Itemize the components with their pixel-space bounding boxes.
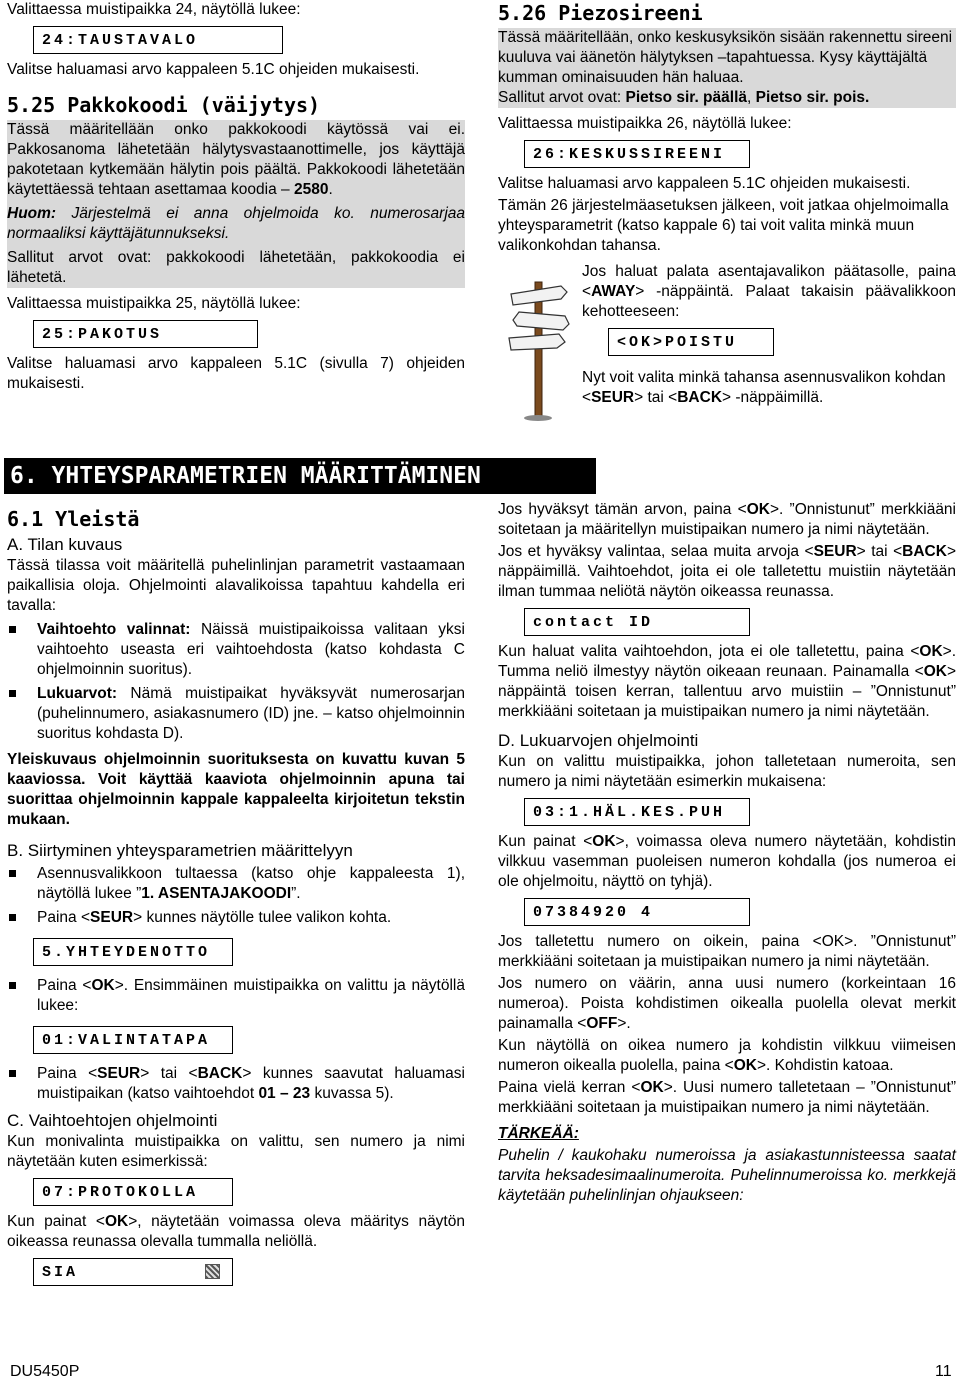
tip-select: Nyt voit valita minkä tahansa asennusvalikon kohdan <SEUR> tai <BACK> -näppäimillä. xyxy=(582,369,946,406)
overview-paragraph: Yleiskuvaus ohjelmoinnin suorituksesta on kuvattu kuvan 5 kaaviossa. Voit käyttää kaaviota ohjelmoinnin apuna tai suorittaa ohjelmoinnin kappale kappaleelta kirjoitetun tekstin mukaan. xyxy=(7,751,465,828)
left-top-column xyxy=(7,0,465,396)
list-item: Paina <SEUR> tai <BACK> kunnes saavutat haluamasi muistipaikan (katso vaihtoehdot 01 – 23 kuvassa 5). xyxy=(7,1064,465,1104)
footer-doc-id: DU5450P xyxy=(10,1363,80,1380)
paragraph-26: Valitse haluamasi arvo kappaleen 5.1C ohjeiden mukaisesti. xyxy=(498,175,911,192)
select-paragraph: Kun haluat valita vaihtoehdon, jota ei ole talletettu, paina <OK>. Tumma neliö ilmestyy näytön oikeaan reunaan. Painamalla <OK> näppäintä toisen kerran, tallentuu arvo muistiin – ”Onnistunut” merkkiääni soitetaan ja muistipaikan numero ja nimi näytetään. xyxy=(498,643,956,720)
list-item: Vaihtoehto valinnat: Näissä muistipaikoissa valitaan yksi vaihtoehto useasta eri vaihtoehdosta (katso kohdasta C ohjelmoinnin suoritus). xyxy=(7,620,465,680)
important-label: TÄRKEÄÄ: xyxy=(498,1125,579,1142)
list-item: Lukuarvot: Nämä muistipaikat hyväksyvät numerosarjan (puhelinnumero, asiakasnumero (ID) jne. – katso ohjelmoinnin suoritus kohdasta D). xyxy=(7,684,465,744)
signpost-illustration xyxy=(505,272,575,422)
option-types-list xyxy=(7,620,465,744)
intro-24: Valittaessa muistipaikka 24, näytöllä lukee: xyxy=(7,1,301,18)
lcd-display-number: 07384920 4 xyxy=(524,898,750,926)
section-5-25-desc: Tässä määritellään onko pakkokoodi käytössä vai ei. Pakkosanoma lähetetään hälytysvastaanottimelle, jos käyttäjä pakotetaan kytkemään hälytin pois päältä. Pakkokoodi lähetetään käytettäessä tehtaan asettamaa koodia – 2580. xyxy=(7,121,465,198)
section-5-25-note: Huom: Järjestelmä ei anna ohjelmoida ko. numerosarjaa normaaliksi käyttäjätunnukseksi. xyxy=(7,205,465,242)
section-5-25-allowed: Sallitut arvot ovat: pakkokoodi lähetetään, pakkokoodia ei lähetetä. xyxy=(7,249,465,286)
intro-26: Valittaessa muistipaikka 26, näytöllä lukee: xyxy=(498,115,792,132)
subsection-d-text-4: Jos numero on väärin, anna uusi numero (korkeintaan 16 numeroa). Poista kohdistimen oikealla puolella olevat merkit painamalla <OFF>. xyxy=(498,975,956,1032)
intro-25: Valittaessa muistipaikka 25, näytöllä lukee: xyxy=(7,295,301,312)
lcd-display-25: 25:PAKOTUS xyxy=(33,320,258,348)
lcd-display-5: 5.YHTEYDENOTTO xyxy=(33,938,233,966)
chapter-6-heading: 6. YHTEYSPARAMETRIEN MÄÄRITTÄMINEN xyxy=(4,458,596,494)
subsection-c-title: C. Vaihtoehtojen ohjelmointi xyxy=(7,1111,218,1130)
subsection-d-title: D. Lukuarvojen ohjelmointi xyxy=(498,731,699,750)
lcd-display-26: 26:KESKUSSIREENI xyxy=(524,140,750,168)
right-bottom-column xyxy=(498,500,956,1208)
navigation-steps-list-2 xyxy=(7,976,465,1016)
section-5-26-shaded xyxy=(498,28,956,108)
subsection-d-text-5: Kun näytöllä on oikea numero ja kohdistin vilkkuu viimeisen numeron oikealla puolella, paina <OK>. Kohdistin katoaa. xyxy=(498,1037,956,1074)
paragraph-24: Valitse haluamasi arvo kappaleen 5.1C ohjeiden mukaisesti. xyxy=(7,61,420,78)
paragraph-25: Valitse haluamasi arvo kappaleen 5.1C (sivulla 7) ohjeiden mukaisesti. xyxy=(7,355,465,392)
accept-paragraph: Jos hyväksyt tämän arvon, paina <OK>. ”Onnistunut” merkkiääni soitetaan ja määritellyn muistipaikan numero ja nimi näytetään. xyxy=(498,501,956,538)
subsection-c-text-2: Kun painat <OK>, näytetään voimassa oleva määritys näytön oikeassa reunassa olevalla tummalla neliöllä. xyxy=(7,1213,465,1250)
section-5-26-title: 5.26 Piezosireeni xyxy=(498,1,703,25)
paragraph-26b: Tämän 26 järjestelmäasetuksen jälkeen, voit jatkaa ohjelmoimalla yhteysparametrit (katso kappale 6) tai voit valita minkä muun valikonkohdan tahansa. xyxy=(498,197,949,254)
subsection-d-text-3: Jos talletettu numero on oikein, paina <OK>. ”Onnistunut” merkkiääni soitetaan ja muistipaikan numero ja nimi näytetään. xyxy=(498,933,956,970)
subsection-a-title: A. Tilan kuvaus xyxy=(7,535,123,554)
lcd-display-01: 01:VALINTATAPA xyxy=(33,1026,233,1054)
lcd-display-contact: contact ID xyxy=(524,608,750,636)
section-6-1-title: 6.1 Yleistä xyxy=(7,507,140,531)
subsection-d-text-6: Paina vielä kerran <OK>. Uusi numero talletetaan – ”Onnistunut” merkkiääni soitetaan ja muistipaikan numero ja nimi näytetään. xyxy=(498,1079,956,1116)
reject-paragraph: Jos et hyväksy valintaa, selaa muita arvoja <SEUR> tai <BACK> näppäimillä. Vaihtoehdot, joita ei ole talletettu muistiin näytetään ilman tummaa neliötä näytön oikeassa reunassa. xyxy=(498,543,956,600)
left-bottom-column xyxy=(7,506,465,1292)
navigation-steps-list xyxy=(7,864,465,928)
list-item: Paina <SEUR> kunnes näytölle tulee valikon kohta. xyxy=(7,908,465,928)
navigation-steps-list-3 xyxy=(7,1064,465,1104)
tip-block xyxy=(582,262,956,408)
subsection-a-text: Tässä tilassa voit määritellä puhelinlinjan parametrit vastaamaan paikallisia oloja. Ohjelmointi alavalikoissa tapahtuu kahdella eri tavalla: xyxy=(7,557,465,614)
subsection-b-title: B. Siirtyminen yhteysparametrien määrittelyyn xyxy=(7,841,353,860)
section-5-26-desc: Tässä määritellään, onko keskusyksikön sisään rakennettu sireeni kuuluva vai äänetön hälytyksen –tapahtuessa. Kysy käyttäjältä kumman ominaisuuden hän haluaa. xyxy=(498,29,953,86)
subsection-c-text: Kun monivalinta muistipaikka on valittu, sen numero ja nimi näytetään kuten esimerkissä: xyxy=(7,1133,465,1170)
section-5-26-allowed: Sallitut arvot ovat: Pietso sir. päällä, Pietso sir. pois. xyxy=(498,89,870,106)
lcd-display-sia: SIA xyxy=(33,1258,233,1286)
page-number: 11 xyxy=(935,1363,952,1380)
section-5-25-shaded xyxy=(7,120,465,288)
tip-return: Jos haluat palata asentajavalikon päätasolle, paina <AWAY> -näppäintä. Palaat takaisin päävalikkoon kehotteeseen: xyxy=(582,263,956,320)
list-item: Paina <OK>. Ensimmäinen muistipaikka on valittu ja näytöllä lukee: xyxy=(7,976,465,1016)
list-item: Asennusvalikkoon tultaessa (katso ohje kappaleesta 1), näytöllä lukee ”1. ASENTAJAKOODI”. xyxy=(7,864,465,904)
subsection-d-text-2: Kun painat <OK>, voimassa oleva numero näytetään, kohdistin vilkkuu vasemman puoleisen numeron kohdalla (jos numeroa ei ole ohjelmoitu, näyttö on tyhjä). xyxy=(498,833,956,890)
section-5-25-title: 5.25 Pakkokoodi (väijytys) xyxy=(7,93,321,117)
selected-marker-icon xyxy=(205,1264,220,1279)
lcd-display-ok: <OK>POISTU xyxy=(608,328,774,356)
important-text: Puhelin / kaukohaku numeroissa ja asiakastunnisteessa saatat tarvita heksadesimaalinumeroita. Puhelinnumeroissa ko. merkkejä käytetään puhelinlinjan ohjaukseen: xyxy=(498,1147,956,1204)
subsection-d-text: Kun on valittu muistipaikka, johon talletetaan numeroita, sen numero ja nimi näytetään esimerkin mukaisena: xyxy=(498,753,956,790)
lcd-display-03: 03:1.HÄL.KES.PUH xyxy=(524,798,750,826)
lcd-display-24: 24:TAUSTAVALO xyxy=(33,26,283,54)
lcd-display-07: 07:PROTOKOLLA xyxy=(33,1178,233,1206)
